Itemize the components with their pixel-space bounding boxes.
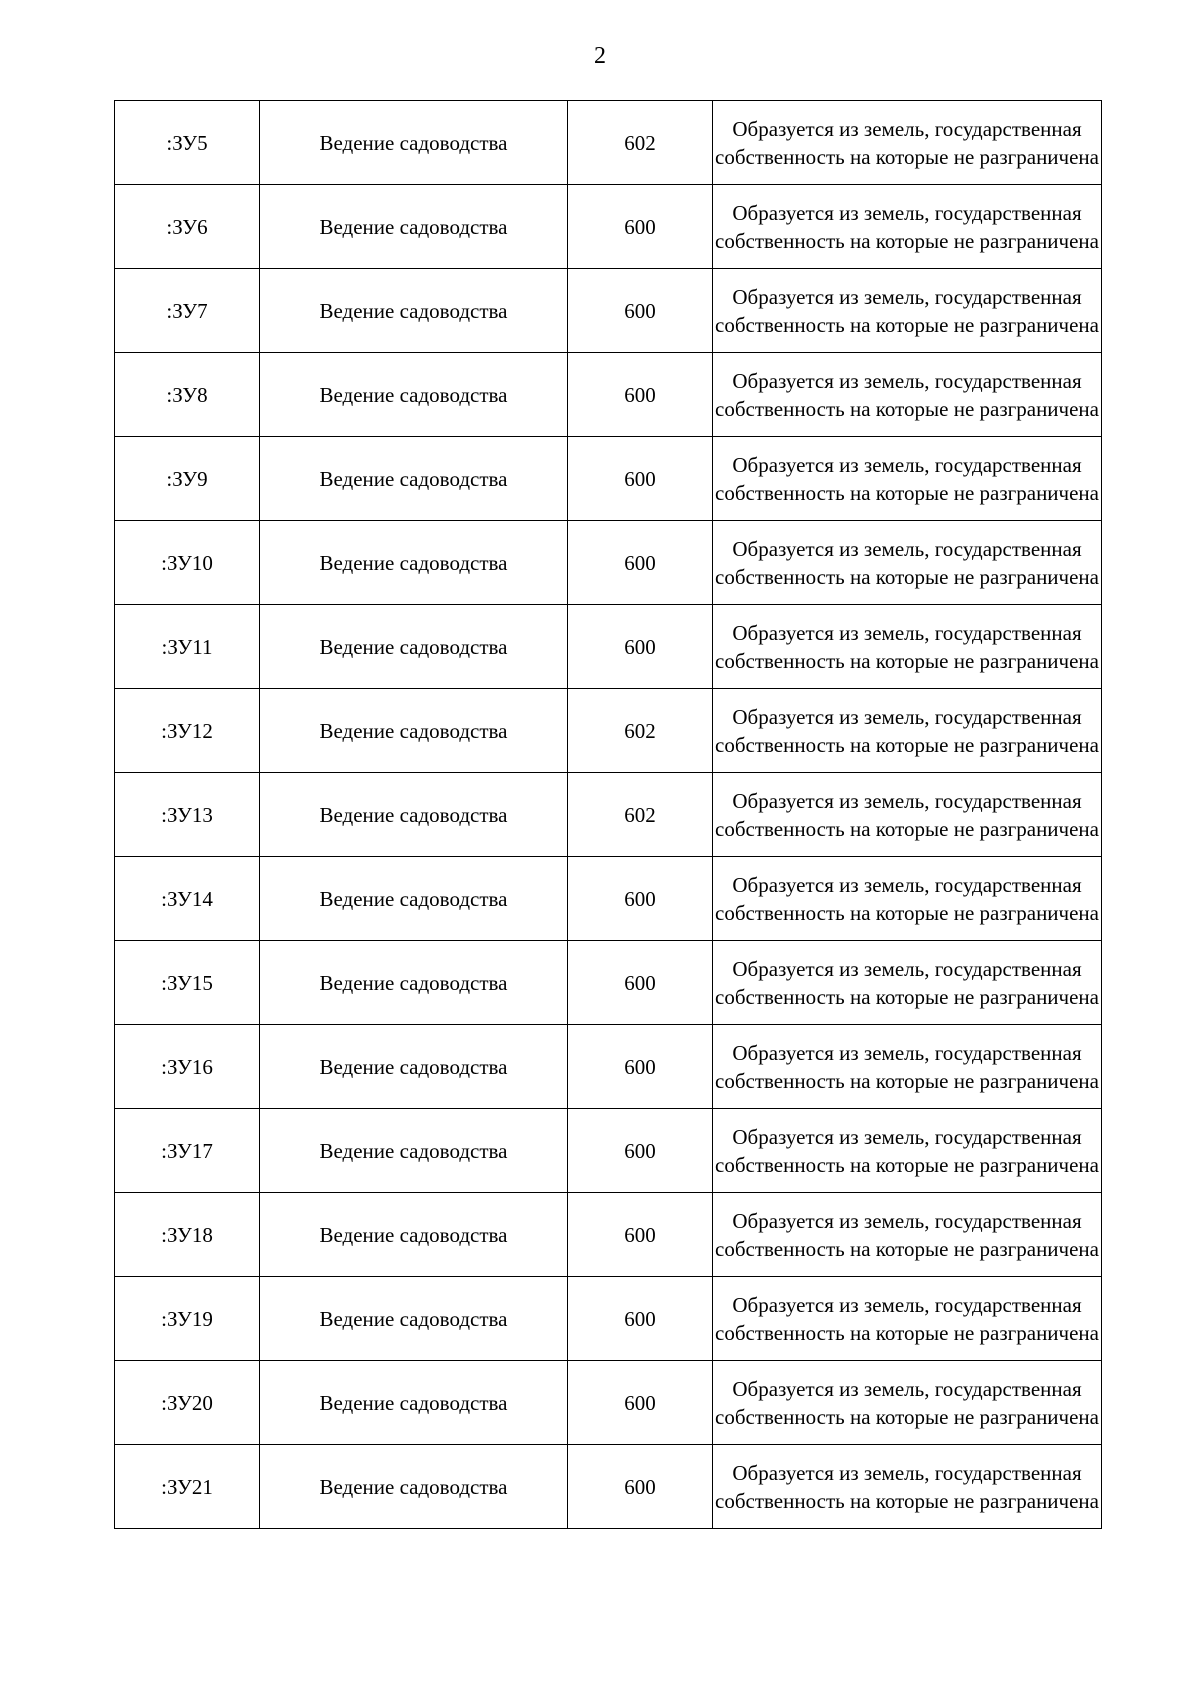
permitted-use-cell: Ведение садоводства [260, 185, 568, 269]
table-row [115, 689, 1102, 773]
area-cell: 602 [568, 101, 713, 185]
area-cell: 600 [568, 1193, 713, 1277]
plot-id-cell: :ЗУ15 [115, 941, 260, 1025]
area-cell: 600 [568, 1277, 713, 1361]
area-cell: 600 [568, 437, 713, 521]
formation-note-cell: Образуется из земель, государственная собственность на которые не разграничена [713, 1193, 1102, 1277]
plot-id-cell: :ЗУ7 [115, 269, 260, 353]
plot-id-cell: :ЗУ11 [115, 605, 260, 689]
permitted-use-cell: Ведение садоводства [260, 437, 568, 521]
table-row [115, 941, 1102, 1025]
area-cell: 600 [568, 605, 713, 689]
formation-note-cell: Образуется из земель, государственная собственность на которые не разграничена [713, 1277, 1102, 1361]
table-row [115, 1193, 1102, 1277]
area-cell: 600 [568, 1445, 713, 1529]
table-row [115, 857, 1102, 941]
plot-id-cell: :ЗУ8 [115, 353, 260, 437]
permitted-use-cell: Ведение садоводства [260, 689, 568, 773]
table-row [115, 353, 1102, 437]
table-row [115, 185, 1102, 269]
permitted-use-cell: Ведение садоводства [260, 1193, 568, 1277]
table-row [115, 101, 1102, 185]
area-cell: 602 [568, 689, 713, 773]
plot-id-cell: :ЗУ9 [115, 437, 260, 521]
formation-note-cell: Образуется из земель, государственная собственность на которые не разграничена [713, 1025, 1102, 1109]
permitted-use-cell: Ведение садоводства [260, 605, 568, 689]
plot-id-cell: :ЗУ21 [115, 1445, 260, 1529]
permitted-use-cell: Ведение садоводства [260, 269, 568, 353]
area-cell: 600 [568, 353, 713, 437]
formation-note-cell: Образуется из земель, государственная собственность на которые не разграничена [713, 857, 1102, 941]
plot-id-cell: :ЗУ18 [115, 1193, 260, 1277]
formation-note-cell: Образуется из земель, государственная собственность на которые не разграничена [713, 353, 1102, 437]
plot-id-cell: :ЗУ16 [115, 1025, 260, 1109]
plot-id-cell: :ЗУ20 [115, 1361, 260, 1445]
table-row [115, 269, 1102, 353]
formation-note-cell: Образуется из земель, государственная собственность на которые не разграничена [713, 773, 1102, 857]
table-row [115, 1445, 1102, 1529]
table-body [115, 101, 1102, 1529]
table-row [115, 1361, 1102, 1445]
table-row [115, 1025, 1102, 1109]
plot-id-cell: :ЗУ19 [115, 1277, 260, 1361]
plot-id-cell: :ЗУ6 [115, 185, 260, 269]
table-row [115, 773, 1102, 857]
page-number: 2 [594, 43, 606, 69]
permitted-use-cell: Ведение садоводства [260, 1109, 568, 1193]
table-row [115, 437, 1102, 521]
plot-id-cell: :ЗУ17 [115, 1109, 260, 1193]
formation-note-cell: Образуется из земель, государственная собственность на которые не разграничена [713, 521, 1102, 605]
permitted-use-cell: Ведение садоводства [260, 1445, 568, 1529]
table-row [115, 1109, 1102, 1193]
plot-id-cell: :ЗУ12 [115, 689, 260, 773]
area-cell: 602 [568, 773, 713, 857]
permitted-use-cell: Ведение садоводства [260, 353, 568, 437]
area-cell: 600 [568, 1025, 713, 1109]
table-row [115, 1277, 1102, 1361]
permitted-use-cell: Ведение садоводства [260, 101, 568, 185]
formation-note-cell: Образуется из земель, государственная собственность на которые не разграничена [713, 1109, 1102, 1193]
formation-note-cell: Образуется из земель, государственная собственность на которые не разграничена [713, 101, 1102, 185]
formation-note-cell: Образуется из земель, государственная собственность на которые не разграничена [713, 185, 1102, 269]
formation-note-cell: Образуется из земель, государственная собственность на которые не разграничена [713, 437, 1102, 521]
area-cell: 600 [568, 1109, 713, 1193]
table-row [115, 521, 1102, 605]
area-cell: 600 [568, 857, 713, 941]
plot-id-cell: :ЗУ13 [115, 773, 260, 857]
table-row [115, 605, 1102, 689]
plot-id-cell: :ЗУ10 [115, 521, 260, 605]
permitted-use-cell: Ведение садоводства [260, 941, 568, 1025]
area-cell: 600 [568, 185, 713, 269]
formation-note-cell: Образуется из земель, государственная собственность на которые не разграничена [713, 1445, 1102, 1529]
plot-id-cell: :ЗУ14 [115, 857, 260, 941]
land-plots-table [114, 100, 1102, 1529]
formation-note-cell: Образуется из земель, государственная собственность на которые не разграничена [713, 689, 1102, 773]
formation-note-cell: Образуется из земель, государственная собственность на которые не разграничена [713, 605, 1102, 689]
area-cell: 600 [568, 941, 713, 1025]
plot-id-cell: :ЗУ5 [115, 101, 260, 185]
formation-note-cell: Образуется из земель, государственная собственность на которые не разграничена [713, 269, 1102, 353]
area-cell: 600 [568, 269, 713, 353]
permitted-use-cell: Ведение садоводства [260, 773, 568, 857]
area-cell: 600 [568, 1361, 713, 1445]
formation-note-cell: Образуется из земель, государственная собственность на которые не разграничена [713, 1361, 1102, 1445]
permitted-use-cell: Ведение садоводства [260, 1025, 568, 1109]
permitted-use-cell: Ведение садоводства [260, 857, 568, 941]
formation-note-cell: Образуется из земель, государственная собственность на которые не разграничена [713, 941, 1102, 1025]
permitted-use-cell: Ведение садоводства [260, 1277, 568, 1361]
area-cell: 600 [568, 521, 713, 605]
permitted-use-cell: Ведение садоводства [260, 521, 568, 605]
permitted-use-cell: Ведение садоводства [260, 1361, 568, 1445]
